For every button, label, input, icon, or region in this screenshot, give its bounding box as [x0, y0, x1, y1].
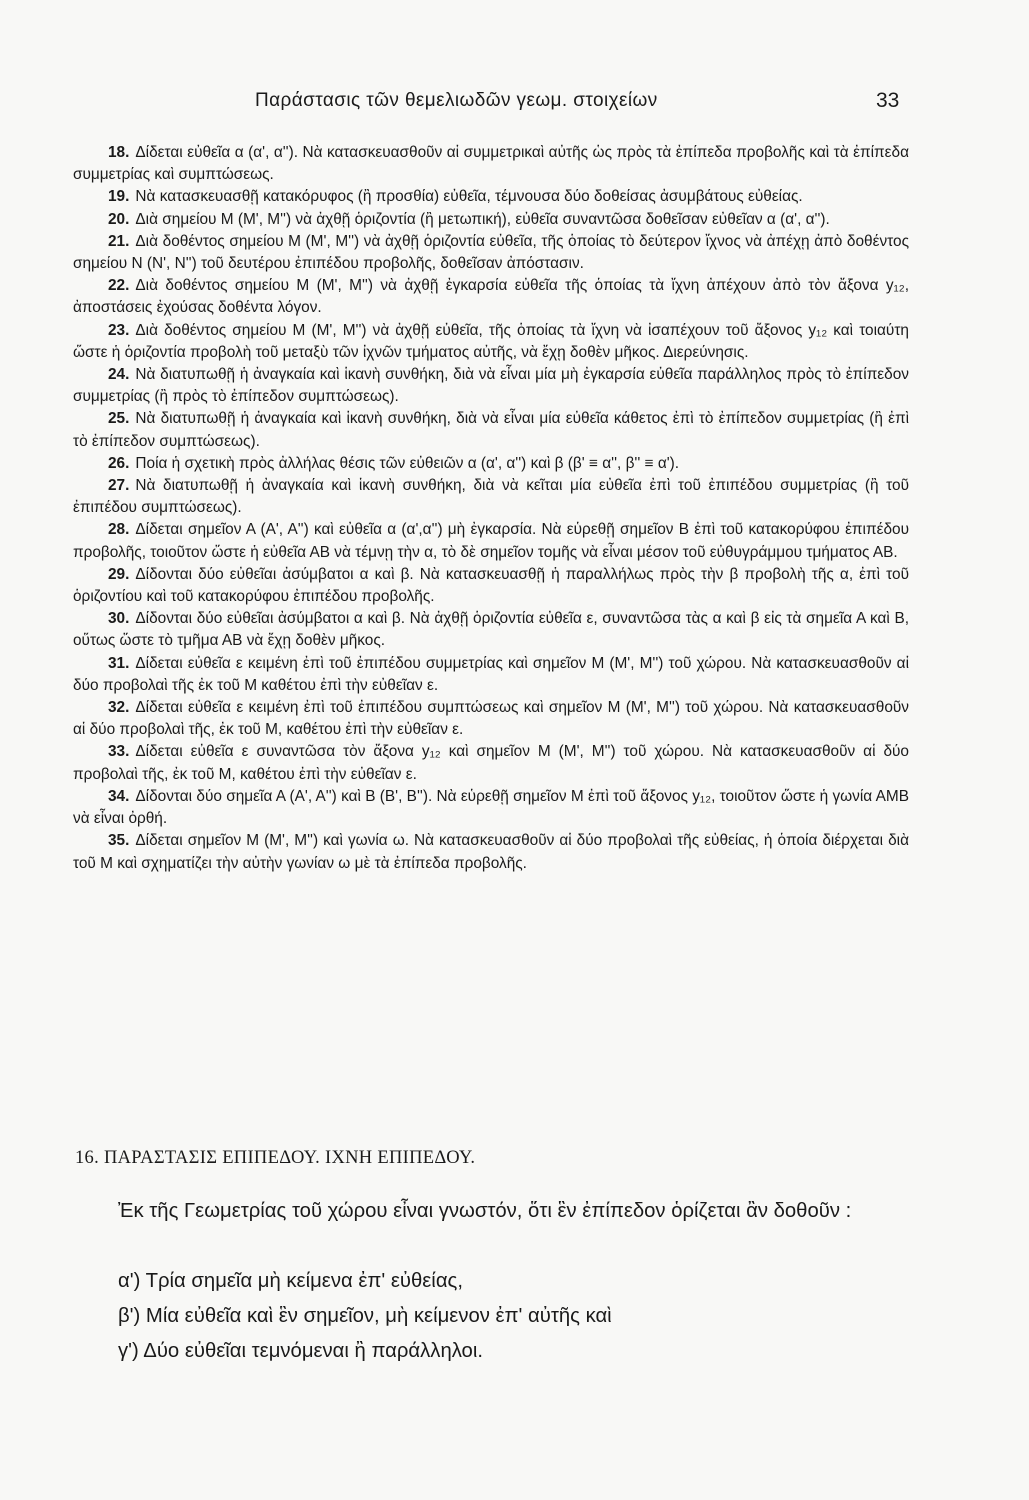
problem-number: 33.	[108, 743, 130, 761]
problem-24	[73, 364, 909, 408]
problem-27	[73, 475, 909, 519]
section-heading: 16. ΠΑΡΑΣΤΑΣΙΣ ΕΠΙΠΕΔΟΥ. ΙΧΝΗ ΕΠΙΠΕΔΟΥ.	[75, 1148, 476, 1168]
problem-31	[73, 653, 909, 697]
condition-list	[118, 1264, 612, 1369]
problem-33	[73, 741, 909, 785]
problem-text: Δίδονται δύο εὐθεῖαι ἀσύμβατοι α καὶ β. Νὰ κατασκευασθῇ ἡ παραλλήλως πρὸς τὴν β προβολὴ τῆς α, ἐπὶ τοῦ ὁριζοντίου καὶ τοῦ κατακορύφου ἐπιπέδου προβολῆς.	[73, 565, 909, 606]
problem-30	[73, 608, 909, 652]
page-number: 33	[876, 89, 900, 112]
problem-number: 29.	[108, 565, 130, 583]
problem-number: 22.	[108, 277, 130, 295]
problem-number: 30.	[108, 610, 130, 628]
problem-number: 21.	[108, 232, 130, 250]
problem-text: Δίδεται εὐθεῖα α (α', α''). Νὰ κατασκευασθοῦν αἱ συμμετρικαὶ αὐτῆς ὡς πρὸς τὰ ἐπίπεδα προβολῆς καὶ τὰ ἐπίπεδα συμμετρίας καὶ συμπτώσεως.	[73, 144, 909, 184]
problem-number: 28.	[108, 521, 130, 539]
problem-number: 31.	[108, 654, 130, 672]
problem-text: Διὰ δοθέντος σημείου Μ (Μ', Μ'') νὰ ἀχθῇ ἐγκαρσία εὐθεῖα τῆς ὁποίας τὰ ἴχνη ἀπέχουν ἀπὸ τὸν ἄξονα y₁₂, ἀποστάσεις ἐχούσας δοθέντα λόγον.	[73, 277, 909, 317]
problem-number: 26.	[108, 454, 130, 472]
condition-item-b: β') Μία εὐθεῖα καὶ ἓν σημεῖον, μὴ κείμενον ἐπ' αὐτῆς καὶ	[118, 1305, 612, 1327]
problem-text: Νὰ διατυπωθῇ ἡ ἀναγκαία καὶ ἱκανὴ συνθήκη, διὰ νὰ εἶναι μία εὐθεῖα κάθετος ἐπὶ τὸ ἐπίπεδον συμμετρίας (ἢ ἐπὶ τὸ ἐπίπεδον συμπτώσεως).	[73, 410, 909, 450]
problem-34	[73, 786, 909, 830]
problem-text: Νὰ διατυπωθῇ ἡ ἀναγκαία καὶ ἱκανὴ συνθήκη, διὰ νὰ εἶναι μία μὴ ἐγκαρσία εὐθεῖα παράλληλος πρὸς τὸ ἐπίπεδον συμμετρίας (ἢ πρὸς τὸ ἐπίπεδον συμπτώσεως).	[73, 366, 909, 406]
problem-number: 18.	[108, 144, 130, 161]
problem-number: 25.	[108, 410, 130, 428]
problem-number: 19.	[108, 188, 130, 206]
problem-number: 27.	[108, 477, 130, 495]
problem-number: 34.	[108, 787, 130, 805]
problem-text: Δίδονται δύο σημεῖα Α (Α', Α'') καὶ Β (Β', Β''). Νὰ εὑρεθῇ σημεῖον Μ ἐπὶ τοῦ ἄξονος y₁₂, τοιοῦτον ὥστε ἡ γωνία ΑΜΒ νὰ εἶναι ὀρθή.	[73, 787, 909, 828]
problem-text: Δίδεται σημεῖον Μ (Μ', Μ'') καὶ γωνία ω. Νὰ κατασκευασθοῦν αἱ δύο προβολαὶ τῆς εὐθείας, ἡ ὁποία διέρχεται διὰ τοῦ Μ καὶ σχηματίζει τὴν αὐτὴν γωνίαν ω μὲ τὰ ἐπίπεδα προβολῆς.	[73, 832, 909, 872]
problem-25	[73, 408, 909, 452]
problem-22	[73, 275, 909, 319]
section-intro: Ἐκ τῆς Γεωμετρίας τοῦ χώρου εἶναι γνωστόν, ὅτι ἓν ἐπίπεδον ὁρίζεται ἂν δοθοῦν :	[118, 1200, 852, 1222]
problem-number: 32.	[108, 699, 130, 717]
problem-text: Διὰ δοθέντος σημείου Μ (Μ', Μ'') νὰ ἀχθῇ ὁριζοντία εὐθεῖα, τῆς ὁποίας τὸ δεύτερον ἴχνος νὰ ἀπέχῃ ἀπὸ δοθέντος σημείου Ν (Ν', Ν'') τοῦ δευτέρου ἐπιπέδου προβολῆς, δοθεῖσαν ἀπόστασιν.	[73, 232, 909, 273]
problem-text: Δίδονται δύο εὐθεῖαι ἀσύμβατοι α καὶ β. Νὰ ἀχθῇ ὁριζοντία εὐθεῖα ε, συναντῶσα τὰς α καὶ β εἰς τὰ σημεῖα Α καὶ Β, οὕτως ὥστε τὸ τμῆμα ΑΒ νὰ ἔχῃ δοθὲν μῆκος.	[73, 610, 909, 650]
problem-number: 23.	[108, 321, 130, 339]
problem-text: Διὰ σημείου Μ (Μ', Μ'') νὰ ἀχθῇ ὁριζοντία (ἢ μετωπική), εὐθεῖα συναντῶσα δοθεῖσαν εὐθεῖαν α (α', α'').	[135, 210, 830, 228]
condition-item-a: α') Τρία σημεῖα μὴ κείμενα ἐπ' εὐθείας,	[118, 1270, 463, 1292]
problem-19	[73, 186, 909, 208]
running-title: Παράστασις τῶν θεμελιωδῶν γεωμ. στοιχείων	[255, 90, 658, 111]
problem-20	[73, 209, 909, 231]
problem-text: Δίδεται εὐθεῖα ε συναντῶσα τὸν ἄξονα y₁₂ καὶ σημεῖον Μ (Μ', Μ'') τοῦ χώρου. Νὰ κατασκευασθοῦν αἱ δύο προβολαὶ τῆς, ἐκ τοῦ Μ, καθέτου ἐπὶ τὴν εὐθεῖαν ε.	[73, 743, 909, 783]
problem-text: Δίδεται σημεῖον Α (Α', Α'') καὶ εὐθεῖα α (α',α'') μὴ ἐγκαρσία. Νὰ εὑρεθῇ σημεῖον Β ἐπὶ τοῦ κατακορύφου ἐπιπέδου προβολῆς, τοιοῦτον ὥστε ἡ εὐθεῖα ΑΒ νὰ τέμνῃ τὴν α, τὸ δὲ σημεῖον τομῆς νὰ εἶναι μέσον τοῦ εὐθυγράμμου τμήματος ΑΒ.	[73, 521, 909, 561]
condition-item-c: γ') Δύο εὐθεῖαι τεμνόμεναι ἢ παράλληλοι.	[118, 1340, 483, 1362]
problem-text: Διὰ δοθέντος σημείου Μ (Μ', Μ'') νὰ ἀχθῇ εὐθεῖα, τῆς ὁποίας τὰ ἴχνη νὰ ἰσαπέχουν τοῦ ἄξονος y₁₂ καὶ τοιαύτη ὥστε ἡ ὁριζοντία προβολὴ τοῦ μεταξὺ τῶν ἰχνῶν τμήματος αὐτῆς, νὰ ἔχῃ δοθὲν μῆκος. Διερεύνησις.	[73, 321, 909, 361]
problem-text: Νὰ διατυπωθῇ ἡ ἀναγκαία καὶ ἱκανὴ συνθήκη, διὰ νὰ κεῖται μία εὐθεῖα ἐπὶ τοῦ ἐπιπέδου συμμετρίας (ἢ τοῦ ἐπιπέδου συμπτώσεως).	[73, 477, 909, 517]
problem-number: 35.	[108, 832, 130, 850]
problem-21	[73, 231, 909, 275]
problem-26	[73, 453, 909, 475]
problem-text: Δίδεται εὐθεῖα ε κειμένη ἐπὶ τοῦ ἐπιπέδου συμμετρίας καὶ σημεῖον Μ (Μ', Μ'') τοῦ χώρου. Νὰ κατασκευασθοῦν αἱ δύο προβολαὶ τῆς ἐκ τοῦ Μ καθέτου ἐπὶ τὴν εὐθεῖαν ε.	[73, 654, 909, 694]
problem-text: Ποία ἡ σχετικὴ πρὸς ἀλλήλας θέσις τῶν εὐθειῶν α (α', α'') καὶ β (β' ≡ α'', β'' ≡ α').	[135, 454, 680, 472]
problem-32	[73, 697, 909, 741]
problem-18	[73, 142, 909, 186]
problem-text: Δίδεται εὐθεῖα ε κειμένη ἐπὶ τοῦ ἐπιπέδου συμπτώσεως καὶ σημεῖον Μ (Μ', Μ'') τοῦ χώρου. Νὰ κατασκευασθοῦν αἱ δύο προβολαὶ τῆς, ἐκ τοῦ Μ, καθέτου ἐπὶ τὴν εὐθεῖαν ε.	[73, 699, 909, 739]
problem-28	[73, 519, 909, 563]
problem-list	[73, 142, 909, 875]
problem-number: 24.	[108, 366, 130, 384]
problem-23	[73, 320, 909, 364]
problem-35	[73, 830, 909, 874]
problem-text: Νὰ κατασκευασθῇ κατακόρυφος (ἢ προσθία) εὐθεῖα, τέμνουσα δύο δοθείσας ἀσυμβάτους εὐθείας.	[135, 188, 803, 206]
problem-29	[73, 564, 909, 608]
problem-number: 20.	[108, 210, 130, 228]
